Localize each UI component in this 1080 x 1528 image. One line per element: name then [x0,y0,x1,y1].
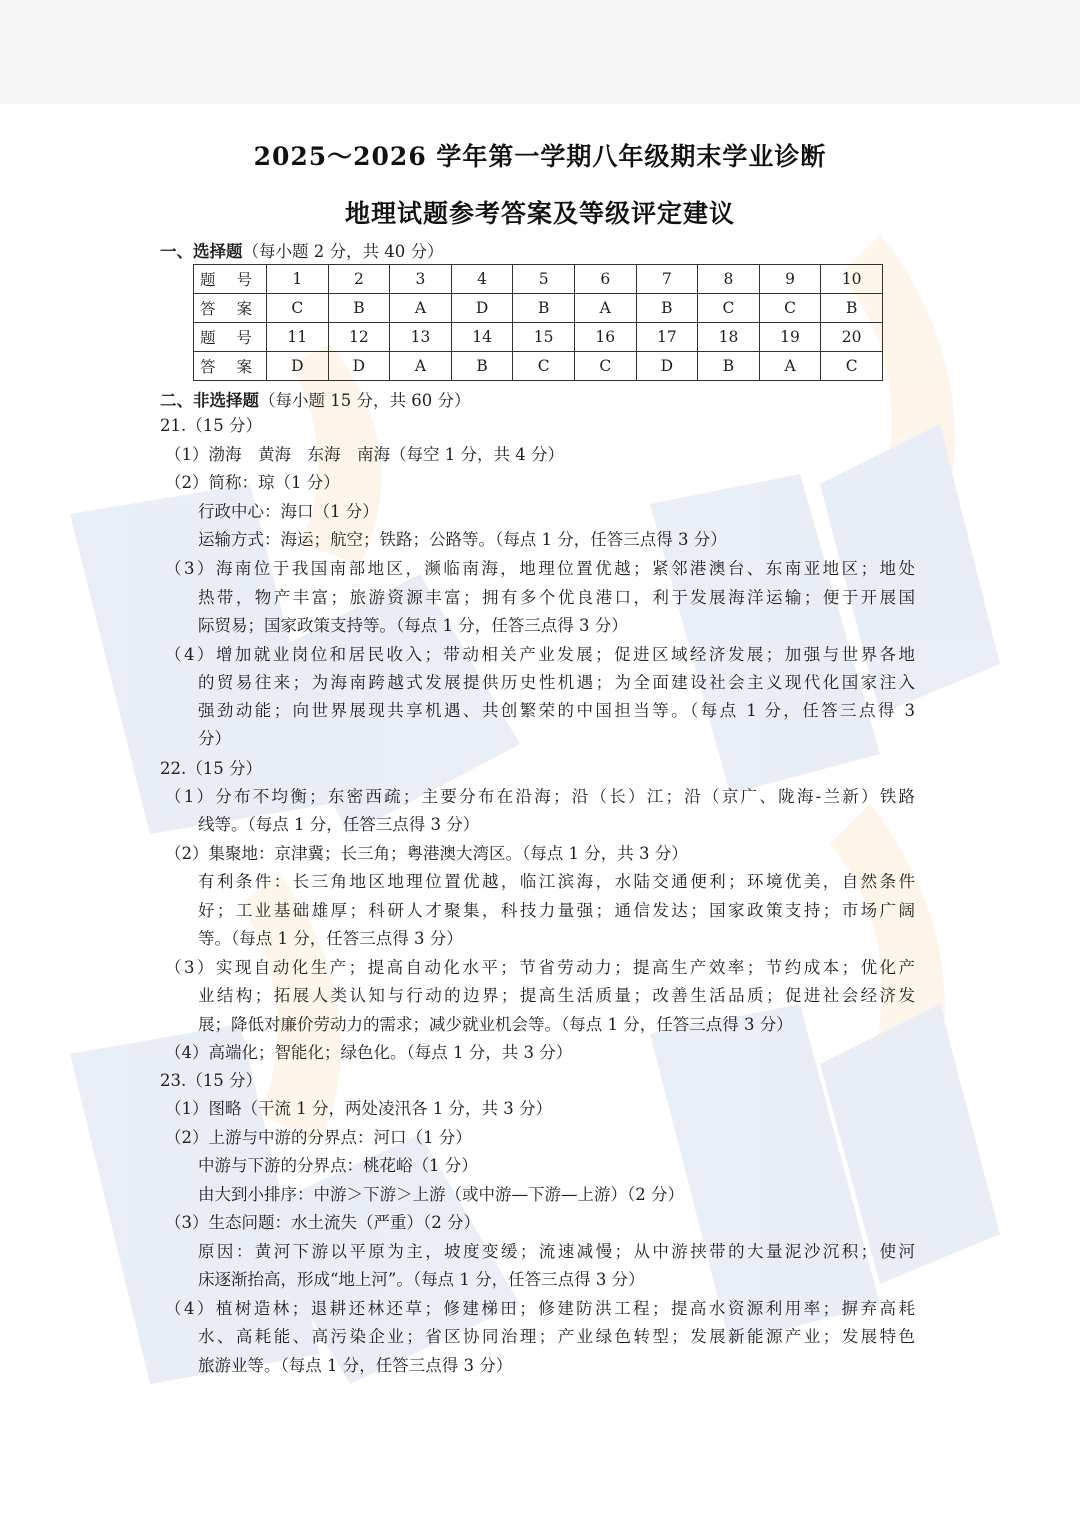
section-2-note: （每小题 15 分，共 60 分） [259,391,471,410]
answer-line: 原因：黄河下游以平原为主，坡度变缓；流速减慢；从中游挟带的大量泥沙沉积；使河 [198,1242,915,1261]
answer-cell: B [513,294,575,323]
answer-sheet-page [0,104,1080,1528]
answer-line: 线等。（每点 1 分，任答三点得 3 分） [198,815,480,834]
answer-cell: C [821,352,883,381]
table-row-answers-2 [194,352,883,381]
section-2-heading: 二、非选择题 [160,391,259,410]
answer-cell: B [328,294,390,323]
question-number: 12 [328,323,390,352]
question-number: 16 [574,323,636,352]
question-number: 18 [698,323,760,352]
answer-cell: A [759,352,821,381]
question-number: 5 [513,265,575,294]
question-22-heading: 22.（15 分） [160,759,262,778]
question-number: 8 [698,265,760,294]
answer-line: 际贸易；国家政策支持等。（每点 1 分，任答三点得 3 分） [198,616,628,635]
answer-line: （2）集聚地：京津冀；长三角；粤港澳大湾区。（每点 1 分，共 3 分） [165,844,688,863]
answer-cell: D [636,352,698,381]
row-label-number: 题 号 [194,265,267,294]
answer-table [193,264,883,381]
answer-line: 水、高耗能、高污染企业；省区协同治理；产业绿色转型；发展新能源产业；发展特色 [198,1327,915,1346]
question-number: 20 [821,323,883,352]
question-number: 10 [821,265,883,294]
answer-line: 好；工业基础雄厚；科研人才聚集，科技力量强；通信发达；国家政策支持；市场广阔 [198,901,915,920]
answer-cell: C [513,352,575,381]
question-number: 19 [759,323,821,352]
question-number: 1 [267,265,329,294]
table-row-answers-1 [194,294,883,323]
answer-line: 行政中心：海口（1 分） [198,502,379,521]
question-23-heading: 23.（15 分） [160,1071,262,1090]
answer-line: （2）简称：琼（1 分） [165,473,340,492]
answer-line: （1）渤海 黄海 东海 南海（每空 1 分，共 4 分） [165,445,564,464]
table-row-numbers-1 [194,265,883,294]
answer-line: （3）实现自动化生产；提高自动化水平；节省劳动力；提高生产效率；节约成本；优化产 [165,958,915,977]
answer-line: 床逐渐抬高，形成“地上河”。（每点 1 分，任答三点得 3 分） [198,1270,645,1289]
answer-line: 强劲动能；向世界展现共享机遇、共创繁荣的中国担当等。（每点 1 分，任答三点得 3 [198,701,915,720]
question-number: 2 [328,265,390,294]
question-21-heading: 21.（15 分） [160,416,262,435]
answer-cell: C [574,352,636,381]
answer-line: 等。（每点 1 分，任答三点得 3 分） [198,929,463,948]
row-label-answer: 答 案 [194,294,267,323]
answer-line: （1）分布不均衡；东密西疏；主要分布在沿海；沿（长）江；沿（京广、陇海-兰新）铁路 [165,787,915,806]
section-1-heading: 一、选择题 [160,242,243,261]
answer-line: 业结构；拓展人类认知与行动的边界；提高生活质量；改善生活品质；促进社会经济发 [198,986,915,1005]
question-number: 6 [574,265,636,294]
answer-line: 的贸易往来；为海南跨越式发展提供历史性机遇；为全面建设社会主义现代化国家注入 [198,673,915,692]
answer-cell: D [451,294,513,323]
answer-line: （2）上游与中游的分界点：河口（1 分） [165,1128,472,1147]
answer-line: 由大到小排序：中游＞下游＞上游（或中游—下游—上游）（2 分） [198,1185,684,1204]
answer-cell: C [698,294,760,323]
answer-line: （3）生态问题：水土流失（严重）（2 分） [165,1213,480,1232]
answer-line: （4）增加就业岗位和居民收入；带动相关产业发展；促进区域经济发展；加强与世界各地 [165,645,915,664]
document-subtitle: 地理试题参考答案及等级评定建议 [344,199,735,228]
answer-cell: A [390,294,452,323]
question-number: 9 [759,265,821,294]
question-number: 4 [451,265,513,294]
answer-cell: A [390,352,452,381]
answer-line: （1）图略（干流 1 分，两处凌汛各 1 分，共 3 分） [165,1099,552,1118]
answer-cell: D [267,352,329,381]
question-number: 7 [636,265,698,294]
answer-line: 运输方式：海运；航空；铁路；公路等。（每点 1 分，任答三点得 3 分） [198,530,727,549]
answer-cell: B [821,294,883,323]
document-title: 2025～2026 学年第一学期八年级期末学业诊断 [253,142,827,171]
question-number: 3 [390,265,452,294]
question-number: 14 [451,323,513,352]
answer-line: （4）植树造林；退耕还林还草；修建梯田；修建防洪工程；提高水资源利用率；摒弃高耗 [165,1299,915,1318]
table-row-numbers-2 [194,323,883,352]
answer-line: （4）高端化；智能化；绿色化。（每点 1 分，共 3 分） [165,1043,573,1062]
answer-cell: B [636,294,698,323]
answer-line: 有利条件：长三角地区地理位置优越，临江滨海，水陆交通便利；环境优美，自然条件 [198,872,915,891]
section-1-header [160,238,443,262]
row-label-answer: 答 案 [194,352,267,381]
question-number: 17 [636,323,698,352]
answer-line: 中游与下游的分界点：桃花峪（1 分） [198,1156,478,1175]
question-number: 15 [513,323,575,352]
answer-cell: D [328,352,390,381]
section-2-header [160,387,470,411]
answer-cell: A [574,294,636,323]
question-number: 11 [267,323,329,352]
row-label-number: 题 号 [194,323,267,352]
answer-line: （3）海南位于我国南部地区，濒临南海，地理位置优越；紧邻港澳台、东南亚地区；地处 [165,559,915,578]
answer-line: 旅游业等。（每点 1 分，任答三点得 3 分） [198,1356,513,1375]
answer-cell: B [698,352,760,381]
answer-cell: C [759,294,821,323]
answer-line: 热带，物产丰富；旅游资源丰富；拥有多个优良港口，利于发展海洋运输；便于开展国 [198,588,915,607]
answer-cell: B [451,352,513,381]
question-number: 13 [390,323,452,352]
answer-line: 分） [198,729,231,748]
answer-cell: C [267,294,329,323]
answer-line: 展；降低对廉价劳动力的需求；减少就业机会等。（每点 1 分，任答三点得 3 分） [198,1015,793,1034]
section-1-note: （每小题 2 分，共 40 分） [242,242,444,261]
